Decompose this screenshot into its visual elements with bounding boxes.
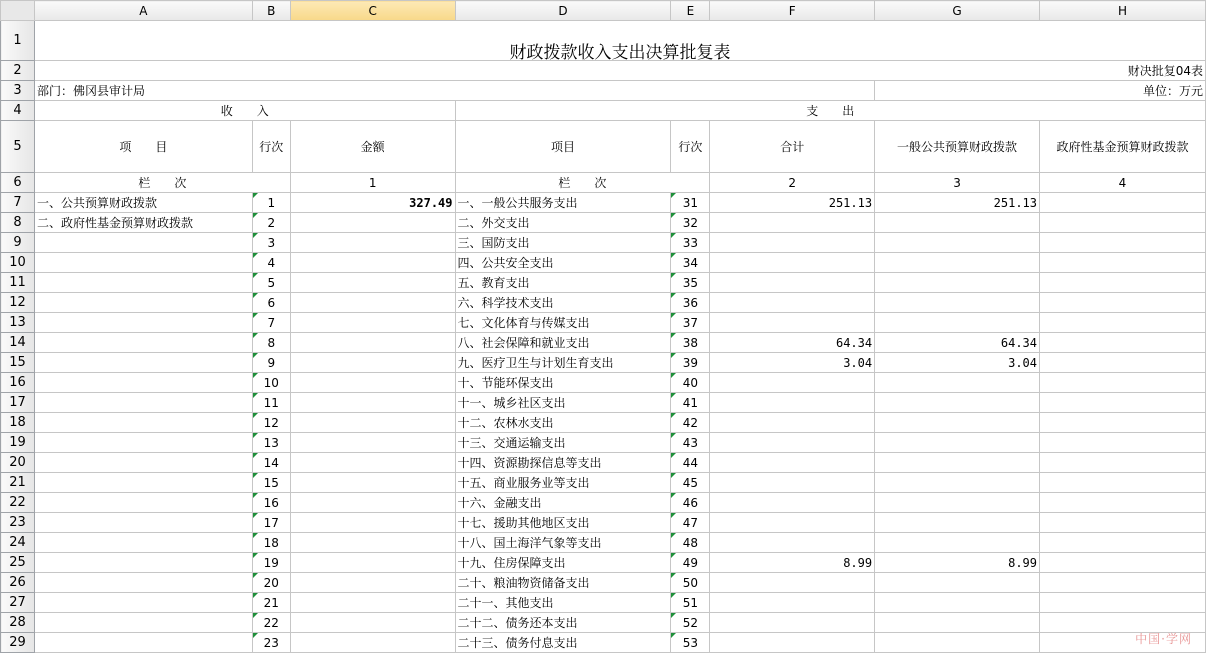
income-line-no[interactable]: 4 — [252, 253, 290, 273]
income-line-no[interactable]: 19 — [252, 553, 290, 573]
income-line-no[interactable]: 1 — [252, 193, 290, 213]
expense-line-no[interactable]: 50 — [671, 573, 710, 593]
income-line-no[interactable]: 16 — [252, 493, 290, 513]
row-header[interactable]: 27 — [1, 593, 35, 613]
expense-item[interactable]: 五、教育支出 — [455, 273, 671, 293]
sheet-row — [1, 413, 1206, 433]
sheet-row — [1, 81, 1206, 101]
expense-general-budget[interactable] — [875, 473, 1040, 493]
header-fund-budget[interactable]: 政府性基金预算财政拨款 — [1040, 121, 1206, 173]
income-item[interactable] — [34, 313, 252, 333]
expense-fund-budget[interactable] — [1040, 373, 1206, 393]
sheet-row — [1, 393, 1206, 413]
expense-general-budget[interactable] — [875, 313, 1040, 333]
expense-general-budget[interactable] — [875, 273, 1040, 293]
sheet-row — [1, 433, 1206, 453]
income-line-no[interactable]: 2 — [252, 213, 290, 233]
sheet-row — [1, 173, 1206, 193]
sheet-row — [1, 493, 1206, 513]
income-amount[interactable] — [290, 573, 455, 593]
column-header-b[interactable]: B — [252, 1, 290, 21]
index-amount[interactable]: 1 — [290, 173, 455, 193]
expense-item[interactable]: 七、文化体育与传媒支出 — [455, 313, 671, 333]
income-line-no[interactable]: 8 — [252, 333, 290, 353]
expense-item[interactable]: 二十、粮油物资储备支出 — [455, 573, 671, 593]
expense-total[interactable] — [710, 393, 875, 413]
row-header[interactable]: 21 — [1, 473, 35, 493]
column-header-d[interactable]: D — [455, 1, 671, 21]
expense-fund-budget[interactable] — [1040, 513, 1206, 533]
expense-general-budget[interactable] — [875, 453, 1040, 473]
row-header[interactable]: 16 — [1, 373, 35, 393]
row-header[interactable]: 29 — [1, 633, 35, 653]
header-exp-item[interactable]: 项目 — [455, 121, 671, 173]
expense-total[interactable]: 251.13 — [710, 193, 875, 213]
expense-general-budget[interactable] — [875, 613, 1040, 633]
expense-line-no[interactable]: 44 — [671, 453, 710, 473]
expense-line-no[interactable]: 43 — [671, 433, 710, 453]
row-header[interactable]: 15 — [1, 353, 35, 373]
income-amount[interactable] — [290, 613, 455, 633]
income-line-no[interactable]: 14 — [252, 453, 290, 473]
sheet-row — [1, 101, 1206, 121]
expense-fund-budget[interactable] — [1040, 593, 1206, 613]
column-header-row — [1, 1, 1206, 21]
expense-general-budget[interactable] — [875, 493, 1040, 513]
income-item[interactable] — [34, 453, 252, 473]
sheet-row — [1, 353, 1206, 373]
expense-total[interactable] — [710, 373, 875, 393]
expense-fund-budget[interactable] — [1040, 453, 1206, 473]
income-amount[interactable] — [290, 373, 455, 393]
sheet-row — [1, 633, 1206, 653]
header-line[interactable]: 行次 — [252, 121, 290, 173]
sheet-row — [1, 233, 1206, 253]
sheet-row — [1, 121, 1206, 173]
sheet-row — [1, 533, 1206, 553]
income-item[interactable] — [34, 573, 252, 593]
sheet-row — [1, 193, 1206, 213]
expense-fund-budget[interactable] — [1040, 273, 1206, 293]
income-item[interactable] — [34, 533, 252, 553]
income-line-no[interactable]: 18 — [252, 533, 290, 553]
expense-general-budget[interactable] — [875, 513, 1040, 533]
expense-general-budget[interactable] — [875, 253, 1040, 273]
expense-item[interactable]: 九、医疗卫生与计划生育支出 — [455, 353, 671, 373]
sheet-row — [1, 373, 1206, 393]
income-item[interactable] — [34, 473, 252, 493]
sheet-row — [1, 573, 1206, 593]
expense-total[interactable]: 8.99 — [710, 553, 875, 573]
expense-line-no[interactable]: 53 — [671, 633, 710, 653]
expense-total[interactable] — [710, 633, 875, 653]
income-line-no[interactable]: 10 — [252, 373, 290, 393]
row-header[interactable]: 5 — [1, 121, 35, 173]
income-amount[interactable] — [290, 413, 455, 433]
expense-item[interactable]: 二十二、债务还本支出 — [455, 613, 671, 633]
expense-general-budget[interactable] — [875, 633, 1040, 653]
index-exp-label[interactable]: 栏 次 — [455, 173, 710, 193]
income-amount[interactable] — [290, 213, 455, 233]
row-header[interactable]: 8 — [1, 213, 35, 233]
expense-fund-budget[interactable] — [1040, 353, 1206, 373]
expense-item[interactable]: 二十三、债务付息支出 — [455, 633, 671, 653]
expense-fund-budget[interactable] — [1040, 393, 1206, 413]
sheet-row — [1, 333, 1206, 353]
expense-fund-budget[interactable] — [1040, 233, 1206, 253]
expense-item[interactable]: 十八、国土海洋气象等支出 — [455, 533, 671, 553]
expense-fund-budget[interactable] — [1040, 193, 1206, 213]
header-exp-line[interactable]: 行次 — [671, 121, 710, 173]
expense-line-no[interactable]: 33 — [671, 233, 710, 253]
expense-item[interactable]: 十三、交通运输支出 — [455, 433, 671, 453]
expense-general-budget[interactable] — [875, 413, 1040, 433]
expense-general-budget[interactable] — [875, 233, 1040, 253]
row-header[interactable]: 13 — [1, 313, 35, 333]
income-amount[interactable] — [290, 473, 455, 493]
expense-total[interactable] — [710, 573, 875, 593]
header-item[interactable]: 项 目 — [34, 121, 252, 173]
income-amount[interactable] — [290, 553, 455, 573]
expense-item[interactable]: 八、社会保障和就业支出 — [455, 333, 671, 353]
expense-line-no[interactable]: 51 — [671, 593, 710, 613]
sheet-row — [1, 293, 1206, 313]
expense-general-budget[interactable]: 251.13 — [875, 193, 1040, 213]
expense-total[interactable] — [710, 233, 875, 253]
income-item[interactable] — [34, 273, 252, 293]
income-item[interactable]: 二、政府性基金预算财政拨款 — [34, 213, 252, 233]
expense-fund-budget[interactable] — [1040, 333, 1206, 353]
row-header[interactable]: 23 — [1, 513, 35, 533]
expense-line-no[interactable]: 35 — [671, 273, 710, 293]
expense-line-no[interactable]: 41 — [671, 393, 710, 413]
expense-item[interactable]: 二、外交支出 — [455, 213, 671, 233]
expense-header[interactable]: 支 出 — [455, 101, 1205, 121]
row-header[interactable]: 10 — [1, 253, 35, 273]
expense-item[interactable]: 十九、住房保障支出 — [455, 553, 671, 573]
expense-total[interactable] — [710, 413, 875, 433]
sheet-row — [1, 553, 1206, 573]
income-line-no[interactable]: 3 — [252, 233, 290, 253]
expense-general-budget[interactable] — [875, 593, 1040, 613]
sheet-row — [1, 613, 1206, 633]
expense-item[interactable]: 三、国防支出 — [455, 233, 671, 253]
income-item[interactable] — [34, 593, 252, 613]
row-header[interactable]: 14 — [1, 333, 35, 353]
header-general-budget[interactable]: 一般公共预算财政拨款 — [875, 121, 1040, 173]
income-item[interactable] — [34, 553, 252, 573]
sheet-row — [1, 61, 1206, 81]
expense-line-no[interactable]: 40 — [671, 373, 710, 393]
expense-general-budget[interactable]: 8.99 — [875, 553, 1040, 573]
column-header-a[interactable]: A — [34, 1, 252, 21]
expense-fund-budget[interactable] — [1040, 433, 1206, 453]
expense-total[interactable] — [710, 293, 875, 313]
expense-item[interactable]: 十五、商业服务业等支出 — [455, 473, 671, 493]
department-label[interactable]: 部门：佛冈县审计局 — [34, 81, 874, 101]
expense-total[interactable] — [710, 213, 875, 233]
income-line-no[interactable]: 22 — [252, 613, 290, 633]
expense-total[interactable]: 64.34 — [710, 333, 875, 353]
expense-fund-budget[interactable] — [1040, 533, 1206, 553]
income-line-no[interactable]: 11 — [252, 393, 290, 413]
expense-line-no[interactable]: 48 — [671, 533, 710, 553]
sheet-row — [1, 273, 1206, 293]
expense-general-budget[interactable] — [875, 373, 1040, 393]
expense-line-no[interactable]: 49 — [671, 553, 710, 573]
watermark: 中国·学网 — [1135, 632, 1192, 646]
expense-item[interactable]: 十四、资源勘探信息等支出 — [455, 453, 671, 473]
expense-fund-budget[interactable] — [1040, 573, 1206, 593]
index-fund[interactable]: 4 — [1040, 173, 1206, 193]
income-amount[interactable] — [290, 313, 455, 333]
income-item[interactable] — [34, 253, 252, 273]
expense-general-budget[interactable] — [875, 213, 1040, 233]
row-header[interactable]: 3 — [1, 81, 35, 101]
expense-total[interactable] — [710, 453, 875, 473]
income-line-no[interactable]: 17 — [252, 513, 290, 533]
row-header[interactable]: 20 — [1, 453, 35, 473]
expense-total[interactable] — [710, 613, 875, 633]
report-title[interactable]: 财政拨款收入支出决算批复表 — [34, 21, 1205, 61]
row-header[interactable]: 4 — [1, 101, 35, 121]
expense-total[interactable] — [710, 493, 875, 513]
sheet-row — [1, 253, 1206, 273]
income-item[interactable] — [34, 293, 252, 313]
income-item[interactable] — [34, 433, 252, 453]
income-line-no[interactable]: 9 — [252, 353, 290, 373]
expense-total[interactable] — [710, 473, 875, 493]
expense-fund-budget[interactable] — [1040, 553, 1206, 573]
income-amount[interactable] — [290, 633, 455, 653]
sheet-row — [1, 21, 1206, 61]
row-header[interactable]: 26 — [1, 573, 35, 593]
income-item[interactable] — [34, 353, 252, 373]
expense-line-no[interactable]: 52 — [671, 613, 710, 633]
expense-item[interactable]: 四、公共安全支出 — [455, 253, 671, 273]
expense-general-budget[interactable] — [875, 573, 1040, 593]
income-line-no[interactable]: 7 — [252, 313, 290, 333]
income-amount[interactable] — [290, 453, 455, 473]
income-item[interactable]: 一、公共预算财政拨款 — [34, 193, 252, 213]
expense-fund-budget[interactable] — [1040, 473, 1206, 493]
expense-item[interactable]: 十、节能环保支出 — [455, 373, 671, 393]
row-header[interactable]: 24 — [1, 533, 35, 553]
select-all-corner[interactable] — [1, 1, 35, 21]
income-amount[interactable] — [290, 233, 455, 253]
income-amount[interactable] — [290, 493, 455, 513]
expense-item[interactable]: 一、一般公共服务支出 — [455, 193, 671, 213]
column-header-g[interactable]: G — [875, 1, 1040, 21]
income-line-no[interactable]: 12 — [252, 413, 290, 433]
income-item[interactable] — [34, 493, 252, 513]
income-amount[interactable] — [290, 293, 455, 313]
income-line-no[interactable]: 23 — [252, 633, 290, 653]
column-header-f[interactable]: F — [710, 1, 875, 21]
form-number[interactable]: 财决批复04表 — [34, 61, 1205, 81]
income-line-no[interactable]: 13 — [252, 433, 290, 453]
row-header[interactable]: 19 — [1, 433, 35, 453]
income-item[interactable] — [34, 373, 252, 393]
sheet-row — [1, 213, 1206, 233]
row-header[interactable]: 22 — [1, 493, 35, 513]
expense-general-budget[interactable] — [875, 293, 1040, 313]
row-header[interactable]: 9 — [1, 233, 35, 253]
income-line-no[interactable]: 21 — [252, 593, 290, 613]
income-amount[interactable] — [290, 593, 455, 613]
expense-line-no[interactable]: 36 — [671, 293, 710, 313]
expense-item[interactable]: 十七、援助其他地区支出 — [455, 513, 671, 533]
row-header[interactable]: 18 — [1, 413, 35, 433]
expense-line-no[interactable]: 42 — [671, 413, 710, 433]
column-header-h[interactable]: H — [1040, 1, 1206, 21]
income-line-no[interactable]: 20 — [252, 573, 290, 593]
header-amount[interactable]: 金额 — [290, 121, 455, 173]
income-header[interactable]: 收 入 — [34, 101, 455, 121]
income-amount[interactable]: 327.49 — [290, 193, 455, 213]
column-header-e[interactable]: E — [671, 1, 710, 21]
expense-general-budget[interactable] — [875, 533, 1040, 553]
income-amount[interactable] — [290, 393, 455, 413]
row-header[interactable]: 28 — [1, 613, 35, 633]
expense-total[interactable] — [710, 433, 875, 453]
expense-item[interactable]: 十二、农林水支出 — [455, 413, 671, 433]
expense-total[interactable]: 3.04 — [710, 353, 875, 373]
row-header[interactable]: 6 — [1, 173, 35, 193]
row-header[interactable]: 17 — [1, 393, 35, 413]
expense-total[interactable] — [710, 273, 875, 293]
sheet-row — [1, 513, 1206, 533]
expense-fund-budget[interactable] — [1040, 253, 1206, 273]
income-amount[interactable] — [290, 433, 455, 453]
expense-general-budget[interactable]: 3.04 — [875, 353, 1040, 373]
index-general[interactable]: 3 — [875, 173, 1040, 193]
income-item[interactable] — [34, 233, 252, 253]
income-item[interactable] — [34, 333, 252, 353]
income-item[interactable] — [34, 393, 252, 413]
expense-general-budget[interactable]: 64.34 — [875, 333, 1040, 353]
row-header[interactable]: 25 — [1, 553, 35, 573]
expense-total[interactable] — [710, 313, 875, 333]
expense-fund-budget[interactable] — [1040, 213, 1206, 233]
income-line-no[interactable]: 6 — [252, 293, 290, 313]
expense-item[interactable]: 二十一、其他支出 — [455, 593, 671, 613]
income-amount[interactable] — [290, 273, 455, 293]
income-line-no[interactable]: 15 — [252, 473, 290, 493]
expense-line-no[interactable]: 31 — [671, 193, 710, 213]
unit-label[interactable]: 单位：万元 — [875, 81, 1206, 101]
column-header-c[interactable]: C — [290, 1, 455, 21]
income-amount[interactable] — [290, 353, 455, 373]
expense-item[interactable]: 六、科学技术支出 — [455, 293, 671, 313]
income-amount[interactable] — [290, 513, 455, 533]
expense-line-no[interactable]: 39 — [671, 353, 710, 373]
expense-fund-budget[interactable] — [1040, 293, 1206, 313]
row-header[interactable]: 11 — [1, 273, 35, 293]
row-header[interactable]: 7 — [1, 193, 35, 213]
sheet-row — [1, 453, 1206, 473]
income-item[interactable] — [34, 513, 252, 533]
index-label[interactable]: 栏 次 — [34, 173, 290, 193]
expense-fund-budget[interactable] — [1040, 493, 1206, 513]
expense-fund-budget[interactable] — [1040, 313, 1206, 333]
expense-line-no[interactable]: 38 — [671, 333, 710, 353]
expense-total[interactable] — [710, 593, 875, 613]
expense-general-budget[interactable] — [875, 393, 1040, 413]
sheet-row — [1, 473, 1206, 493]
income-amount[interactable] — [290, 333, 455, 353]
expense-line-no[interactable]: 47 — [671, 513, 710, 533]
expense-line-no[interactable]: 32 — [671, 213, 710, 233]
income-item[interactable] — [34, 613, 252, 633]
expense-item[interactable]: 十一、城乡社区支出 — [455, 393, 671, 413]
expense-total[interactable] — [710, 253, 875, 273]
income-item[interactable] — [34, 413, 252, 433]
income-line-no[interactable]: 5 — [252, 273, 290, 293]
expense-total[interactable] — [710, 533, 875, 553]
expense-fund-budget[interactable] — [1040, 413, 1206, 433]
income-amount[interactable] — [290, 533, 455, 553]
income-amount[interactable] — [290, 253, 455, 273]
row-header[interactable]: 12 — [1, 293, 35, 313]
row-header[interactable]: 2 — [1, 61, 35, 81]
expense-total[interactable] — [710, 513, 875, 533]
expense-item[interactable]: 十六、金融支出 — [455, 493, 671, 513]
row-header[interactable]: 1 — [1, 21, 35, 61]
income-item[interactable] — [34, 633, 252, 653]
sheet-row — [1, 313, 1206, 333]
expense-line-no[interactable]: 37 — [671, 313, 710, 333]
expense-line-no[interactable]: 46 — [671, 493, 710, 513]
sheet-row — [1, 593, 1206, 613]
expense-general-budget[interactable] — [875, 433, 1040, 453]
index-total[interactable]: 2 — [710, 173, 875, 193]
expense-line-no[interactable]: 34 — [671, 253, 710, 273]
expense-line-no[interactable]: 45 — [671, 473, 710, 493]
header-total[interactable]: 合计 — [710, 121, 875, 173]
